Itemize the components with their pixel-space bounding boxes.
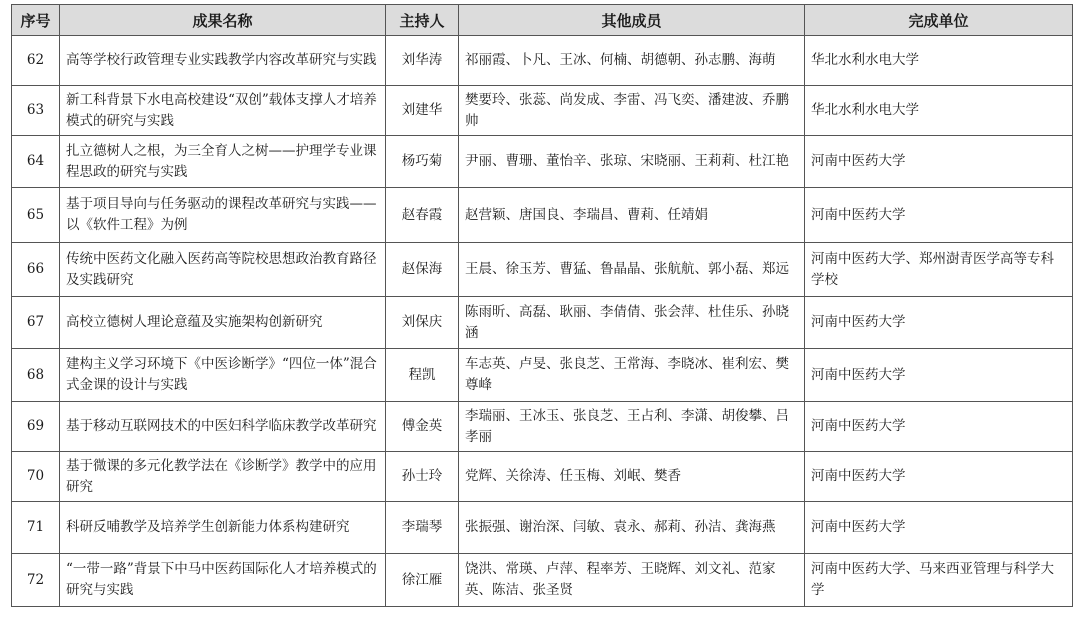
cell-host: 赵春霞	[386, 188, 459, 243]
cell-host: 杨巧菊	[386, 136, 459, 188]
header-unit: 完成单位	[805, 5, 1073, 36]
table-row	[12, 402, 1073, 452]
cell-no: 63	[12, 86, 60, 136]
cell-title: 基于移动互联网技术的中医妇科学临床教学改革研究	[60, 402, 386, 452]
cell-members: 樊要玲、张蕊、尚发成、李雷、冯飞奕、潘建波、乔鹏帅	[459, 86, 805, 136]
cell-unit: 河南中医药大学	[805, 452, 1073, 502]
table-row	[12, 136, 1073, 188]
table-row	[12, 297, 1073, 349]
cell-members: 祁丽霞、卜凡、王冰、何楠、胡德朝、孙志鹏、海萌	[459, 36, 805, 86]
cell-no: 64	[12, 136, 60, 188]
cell-title: 扎立德树人之根，为三全育人之树——护理学专业课程思政的研究与实践	[60, 136, 386, 188]
table-row	[12, 36, 1073, 86]
cell-members: 赵营颖、唐国良、李瑞昌、曹莉、任靖娟	[459, 188, 805, 243]
cell-host: 刘保庆	[386, 297, 459, 349]
cell-host: 赵保海	[386, 243, 459, 297]
cell-unit: 河南中医药大学、郑州澍青医学高等专科学校	[805, 243, 1073, 297]
cell-title: “一带一路”背景下中马中医药国际化人才培养模式的研究与实践	[60, 554, 386, 607]
header-no: 序号	[12, 5, 60, 36]
table-row	[12, 188, 1073, 243]
cell-members: 王晨、徐玉芳、曹猛、鲁晶晶、张航航、郭小磊、郑远	[459, 243, 805, 297]
table-row	[12, 452, 1073, 502]
table-row	[12, 349, 1073, 402]
cell-title: 科研反哺教学及培养学生创新能力体系构建研究	[60, 502, 386, 554]
cell-host: 李瑞琴	[386, 502, 459, 554]
cell-title: 传统中医药文化融入医药高等院校思想政治教育路径及实践研究	[60, 243, 386, 297]
cell-unit: 河南中医药大学	[805, 297, 1073, 349]
cell-host: 刘建华	[386, 86, 459, 136]
table-header-row	[12, 5, 1073, 36]
cell-host: 徐江雁	[386, 554, 459, 607]
cell-unit: 河南中医药大学	[805, 502, 1073, 554]
cell-no: 70	[12, 452, 60, 502]
cell-no: 69	[12, 402, 60, 452]
cell-title: 建构主义学习环境下《中医诊断学》“四位一体”混合式金课的设计与实践	[60, 349, 386, 402]
cell-members: 张振强、谢治深、闫敏、袁永、郝莉、孙洁、龚海燕	[459, 502, 805, 554]
cell-no: 67	[12, 297, 60, 349]
results-table-container	[11, 4, 1072, 607]
table-row	[12, 554, 1073, 607]
header-title: 成果名称	[60, 5, 386, 36]
table-row	[12, 502, 1073, 554]
cell-no: 65	[12, 188, 60, 243]
cell-members: 车志英、卢旻、张良芝、王常海、李晓冰、崔利宏、樊尊峰	[459, 349, 805, 402]
cell-unit: 华北水利水电大学	[805, 86, 1073, 136]
cell-no: 66	[12, 243, 60, 297]
cell-unit: 河南中医药大学	[805, 188, 1073, 243]
cell-title: 基于微课的多元化教学法在《诊断学》教学中的应用研究	[60, 452, 386, 502]
cell-unit: 河南中医药大学	[805, 136, 1073, 188]
cell-members: 党辉、关徐涛、任玉梅、刘岷、樊香	[459, 452, 805, 502]
cell-title: 基于项目导向与任务驱动的课程改革研究与实践——以《软件工程》为例	[60, 188, 386, 243]
cell-unit: 河南中医药大学、马来西亚管理与科学大学	[805, 554, 1073, 607]
cell-no: 68	[12, 349, 60, 402]
cell-no: 72	[12, 554, 60, 607]
cell-unit: 河南中医药大学	[805, 402, 1073, 452]
cell-members: 尹丽、曹珊、董怡辛、张琼、宋晓丽、王莉莉、杜江艳	[459, 136, 805, 188]
cell-no: 62	[12, 36, 60, 86]
results-table	[11, 4, 1073, 607]
cell-title: 高等学校行政管理专业实践教学内容改革研究与实践	[60, 36, 386, 86]
header-members: 其他成员	[459, 5, 805, 36]
cell-unit: 华北水利水电大学	[805, 36, 1073, 86]
table-row	[12, 86, 1073, 136]
cell-unit: 河南中医药大学	[805, 349, 1073, 402]
cell-host: 傅金英	[386, 402, 459, 452]
cell-host: 刘华涛	[386, 36, 459, 86]
cell-members: 饶洪、常瑛、卢萍、程率芳、王晓辉、刘文礼、范家英、陈洁、张圣贤	[459, 554, 805, 607]
cell-no: 71	[12, 502, 60, 554]
header-host: 主持人	[386, 5, 459, 36]
table-row	[12, 243, 1073, 297]
cell-members: 李瑞丽、王冰玉、张良芝、王占利、李潇、胡俊攀、吕孝丽	[459, 402, 805, 452]
cell-title: 新工科背景下水电高校建设“双创”载体支撑人才培养模式的研究与实践	[60, 86, 386, 136]
cell-host: 程凯	[386, 349, 459, 402]
table-body	[12, 36, 1073, 607]
cell-title: 高校立德树人理论意蕴及实施架构创新研究	[60, 297, 386, 349]
cell-host: 孙士玲	[386, 452, 459, 502]
cell-members: 陈雨昕、高磊、耿丽、李倩倩、张会萍、杜佳乐、孙晓涵	[459, 297, 805, 349]
